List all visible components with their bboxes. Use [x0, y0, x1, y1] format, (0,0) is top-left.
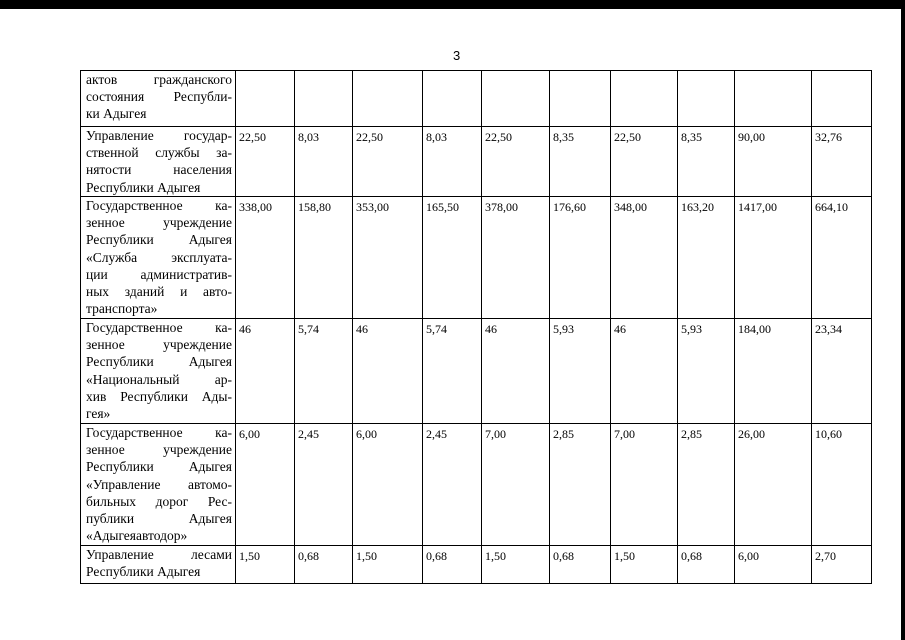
organization-name-line: состояния Республи- [86, 89, 232, 105]
value-cell: 2,85 [678, 424, 735, 546]
value-cell: 7,00 [611, 424, 678, 546]
organization-name-line: Республики Адыгея [86, 232, 232, 248]
value-cell [550, 71, 611, 127]
organization-name-line: Республики Адыгея [86, 179, 201, 195]
value-cell: 22,50 [353, 127, 423, 197]
value-cell [735, 71, 812, 127]
value-cell [295, 71, 353, 127]
organization-name-line: публики Адыгея [86, 511, 232, 527]
value-cell: 0,68 [678, 546, 735, 584]
value-cell: 7,00 [482, 424, 550, 546]
organization-name-line: Управление лесами [86, 547, 232, 562]
value-cell: 163,20 [678, 197, 735, 319]
value-cell: 348,00 [611, 197, 678, 319]
value-cell: 165,50 [423, 197, 482, 319]
organization-name-cell [81, 319, 236, 424]
organization-name-line: Республики Адыгея [86, 459, 232, 475]
value-cell: 46 [482, 319, 550, 424]
organization-name-line: «Адыгеяавтодор» [86, 528, 188, 544]
organization-name-line: «Служба эксплуата- [86, 249, 232, 265]
organization-name-line: зенное учреждение [86, 337, 232, 353]
organization-name-line: нятости населения [86, 162, 232, 178]
organization-name-cell [81, 127, 236, 197]
organization-name-line: «Управление автомо- [86, 476, 232, 492]
table-body [81, 71, 872, 584]
value-cell [482, 71, 550, 127]
value-cell: 8,35 [550, 127, 611, 197]
value-cell [812, 71, 872, 127]
value-cell: 2,70 [812, 546, 872, 584]
value-cell: 6,00 [735, 546, 812, 584]
scan-border-right [901, 0, 905, 640]
organization-name-line: ных зданий и авто- [86, 284, 232, 300]
value-cell: 5,74 [295, 319, 353, 424]
scan-border-top [0, 0, 905, 9]
value-cell: 46 [611, 319, 678, 424]
value-cell: 10,60 [812, 424, 872, 546]
value-cell: 5,74 [423, 319, 482, 424]
organization-name-cell [81, 546, 236, 584]
value-cell: 90,00 [735, 127, 812, 197]
value-cell: 353,00 [353, 197, 423, 319]
value-cell: 46 [236, 319, 295, 424]
value-cell: 2,85 [550, 424, 611, 546]
organization-name-line: гея» [86, 406, 111, 422]
organization-name-line: ции административ- [86, 266, 232, 282]
budget-table [80, 70, 872, 584]
value-cell: 176,60 [550, 197, 611, 319]
value-cell: 5,93 [550, 319, 611, 424]
value-cell: 1,50 [353, 546, 423, 584]
value-cell: 8,03 [423, 127, 482, 197]
value-cell: 378,00 [482, 197, 550, 319]
organization-name-line: зенное учреждение [86, 442, 232, 458]
organization-name-line: ки Адыгея [86, 106, 147, 122]
value-cell: 0,68 [295, 546, 353, 584]
value-cell: 0,68 [550, 546, 611, 584]
organization-name-cell [81, 424, 236, 546]
organization-name-line: бильных дорог Рес- [86, 493, 232, 509]
table-row [81, 197, 872, 319]
table-row [81, 127, 872, 197]
table-row [81, 319, 872, 424]
organization-name-line: Республики Адыгея [86, 354, 232, 370]
value-cell: 32,76 [812, 127, 872, 197]
organization-name-line: актов гражданского [86, 72, 232, 87]
organization-name-line: хив Республики Ады- [86, 388, 232, 404]
organization-name-line: Государственное ка- [86, 198, 232, 213]
table-row [81, 546, 872, 584]
value-cell: 8,35 [678, 127, 735, 197]
value-cell: 158,80 [295, 197, 353, 319]
organization-name-line: Государственное ка- [86, 425, 232, 440]
value-cell: 1,50 [611, 546, 678, 584]
organization-name-line: Республики Адыгея [86, 564, 201, 580]
value-cell: 23,34 [812, 319, 872, 424]
organization-name-line: Управление государ- [86, 128, 232, 143]
organization-name-line: ственной службы за- [86, 145, 232, 161]
value-cell: 26,00 [735, 424, 812, 546]
page-number: 3 [453, 48, 461, 63]
value-cell: 22,50 [236, 127, 295, 197]
value-cell [611, 71, 678, 127]
organization-name-line: Государственное ка- [86, 320, 232, 335]
value-cell: 1417,00 [735, 197, 812, 319]
value-cell: 22,50 [611, 127, 678, 197]
value-cell: 8,03 [295, 127, 353, 197]
organization-name-line: транспорта» [86, 301, 158, 317]
value-cell: 6,00 [353, 424, 423, 546]
organization-name-cell [81, 197, 236, 319]
value-cell [353, 71, 423, 127]
value-cell: 1,50 [482, 546, 550, 584]
value-cell: 338,00 [236, 197, 295, 319]
value-cell [423, 71, 482, 127]
value-cell [678, 71, 735, 127]
value-cell: 46 [353, 319, 423, 424]
value-cell: 5,93 [678, 319, 735, 424]
value-cell: 184,00 [735, 319, 812, 424]
table-row [81, 71, 872, 127]
organization-name-cell [81, 71, 236, 127]
value-cell: 2,45 [423, 424, 482, 546]
organization-name-line: «Национальный ар- [86, 371, 232, 387]
value-cell: 0,68 [423, 546, 482, 584]
value-cell: 22,50 [482, 127, 550, 197]
value-cell: 664,10 [812, 197, 872, 319]
value-cell: 2,45 [295, 424, 353, 546]
value-cell: 6,00 [236, 424, 295, 546]
value-cell [236, 71, 295, 127]
organization-name-line: зенное учреждение [86, 215, 232, 231]
table-row [81, 424, 872, 546]
value-cell: 1,50 [236, 546, 295, 584]
